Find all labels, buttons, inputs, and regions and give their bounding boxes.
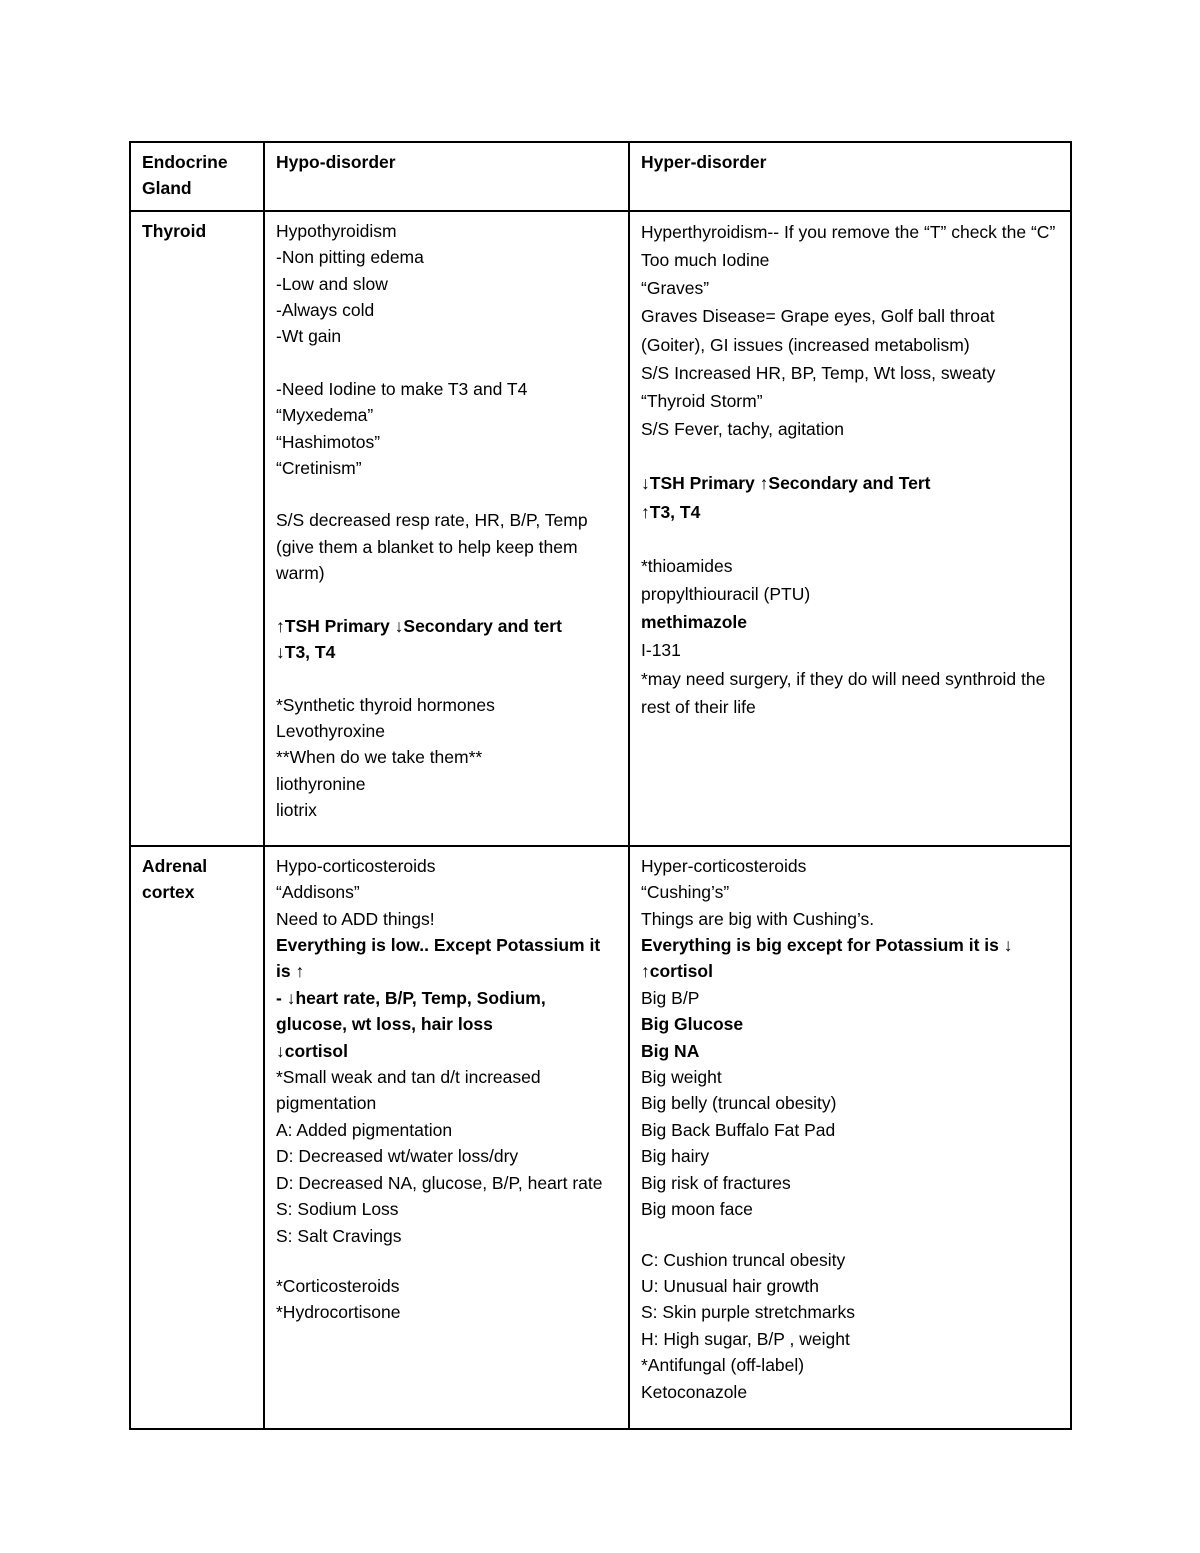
text-line: C: Cushion truncal obesity — [641, 1249, 846, 1270]
text-line: “Thyroid Storm” — [641, 391, 763, 412]
text-line: S: Sodium Loss — [276, 1199, 399, 1220]
text-line: Hypo-corticosteroids — [276, 855, 436, 876]
text-line: -Always cold — [276, 300, 375, 321]
text-line: -Need Iodine to make T3 and T4 — [276, 378, 528, 399]
drug-line: *Synthetic thyroid hormones — [276, 694, 495, 715]
text-line: ↓cortisol — [276, 1040, 348, 1061]
text-line: D: Decreased NA, glucose, B/P, heart rate — [276, 1172, 603, 1193]
text-line: Big hairy — [641, 1146, 710, 1167]
text-line: “Cretinism” — [276, 458, 362, 479]
header-endocrine-gland: Endocrine Gland — [130, 142, 264, 211]
drug-line: liotrix — [276, 800, 317, 821]
table-row-adrenal — [130, 846, 1071, 1429]
text-line: S/S Increased HR, BP, Temp, Wt loss, sweaty — [641, 362, 996, 383]
thyroid-hypo-cell — [264, 211, 629, 846]
drug-line: propylthiouracil (PTU) — [641, 584, 811, 605]
text-line: -Wt gain — [276, 326, 342, 347]
drug-line: I-131 — [641, 640, 681, 661]
text-line: Big weight — [641, 1067, 722, 1088]
gland-adrenal-cortex: Adrenal cortex — [130, 846, 264, 1429]
text-line: “Cushing’s” — [641, 882, 730, 903]
text-line: Big NA — [641, 1040, 700, 1061]
drug-line: *Corticosteroids — [276, 1275, 400, 1296]
text-line: “Addisons” — [276, 882, 360, 903]
header-hypo-disorder: Hypo-disorder — [264, 142, 629, 211]
text-line: Big belly (truncal obesity) — [641, 1093, 837, 1114]
text-line: Things are big with Cushing’s. — [641, 908, 875, 929]
text-line: S: Skin purple stretchmarks — [641, 1302, 855, 1323]
text-line: Big B/P — [641, 987, 700, 1008]
text-line: S/S decreased resp rate, HR, B/P, Temp (give them a blanket to help keep them warm) — [276, 510, 593, 584]
text-line: Hyperthyroidism-- If you remove the “T” check the “C” — [641, 221, 1056, 242]
text-line: Hyper-corticosteroids — [641, 855, 807, 876]
text-line: S: Salt Cravings — [276, 1225, 402, 1246]
adrenal-hypo-cell — [264, 846, 629, 1429]
lab-values-line: ↑T3, T4 — [641, 501, 701, 522]
adrenal-hyper-cell — [629, 846, 1071, 1429]
text-line: Need to ADD things! — [276, 908, 435, 929]
text-line: “Myxedema” — [276, 405, 374, 426]
table-header-row — [130, 142, 1071, 211]
text-line: D: Decreased wt/water loss/dry — [276, 1146, 519, 1167]
text-line: - ↓heart rate, B/P, Temp, Sodium, glucose, wt loss, hair loss — [276, 987, 551, 1035]
text-line: Hypothyroidism — [276, 220, 397, 241]
drug-line: liothyronine — [276, 773, 366, 794]
endocrine-table — [129, 141, 1072, 1430]
text-line: U: Unusual hair growth — [641, 1275, 819, 1296]
text-line: Too much Iodine — [641, 250, 770, 271]
drug-line: *thioamides — [641, 555, 733, 576]
text-line: “Graves” — [641, 278, 710, 299]
drug-line: *may need surgery, if they do will need synthroid the rest of their life — [641, 668, 1051, 717]
lab-values-line: ↑TSH Primary ↓Secondary and tert — [276, 615, 562, 636]
text-line: S/S Fever, tachy, agitation — [641, 419, 844, 440]
drug-line: methimazole — [641, 612, 747, 633]
drug-line: *Antifungal (off-label) — [641, 1355, 805, 1376]
table-row-thyroid — [130, 211, 1071, 846]
text-line: -Non pitting edema — [276, 247, 424, 268]
text-line: Big risk of fractures — [641, 1172, 791, 1193]
text-line: ↑cortisol — [641, 961, 713, 982]
text-line: A: Added pigmentation — [276, 1119, 453, 1140]
text-line: -Low and slow — [276, 273, 388, 294]
text-line: Big moon face — [641, 1199, 753, 1220]
drug-line: Levothyroxine — [276, 720, 385, 741]
text-line: Big Back Buffalo Fat Pad — [641, 1119, 836, 1140]
text-line: *Small weak and tan d/t increased pigmentation — [276, 1067, 546, 1114]
text-line: Everything is big except for Potassium it is ↓ — [641, 935, 1013, 956]
thyroid-hyper-cell — [629, 211, 1071, 846]
drug-line: *Hydrocortisone — [276, 1302, 401, 1323]
text-line: Big Glucose — [641, 1014, 744, 1035]
text-line: Everything is low.. Except Potassium it is ↑ — [276, 935, 606, 982]
drug-line: **When do we take them** — [276, 747, 483, 768]
lab-values-line: ↓T3, T4 — [276, 642, 336, 663]
text-line: H: High sugar, B/P , weight — [641, 1328, 850, 1349]
text-line: Graves Disease= Grape eyes, Golf ball throat (Goiter), GI issues (increased metabolism) — [641, 306, 1000, 355]
drug-line: Ketoconazole — [641, 1381, 748, 1402]
text-line: “Hashimotos” — [276, 431, 381, 452]
header-hyper-disorder: Hyper-disorder — [629, 142, 1071, 211]
lab-values-line: ↓TSH Primary ↑Secondary and Tert — [641, 473, 931, 494]
gland-thyroid: Thyroid — [130, 211, 264, 846]
